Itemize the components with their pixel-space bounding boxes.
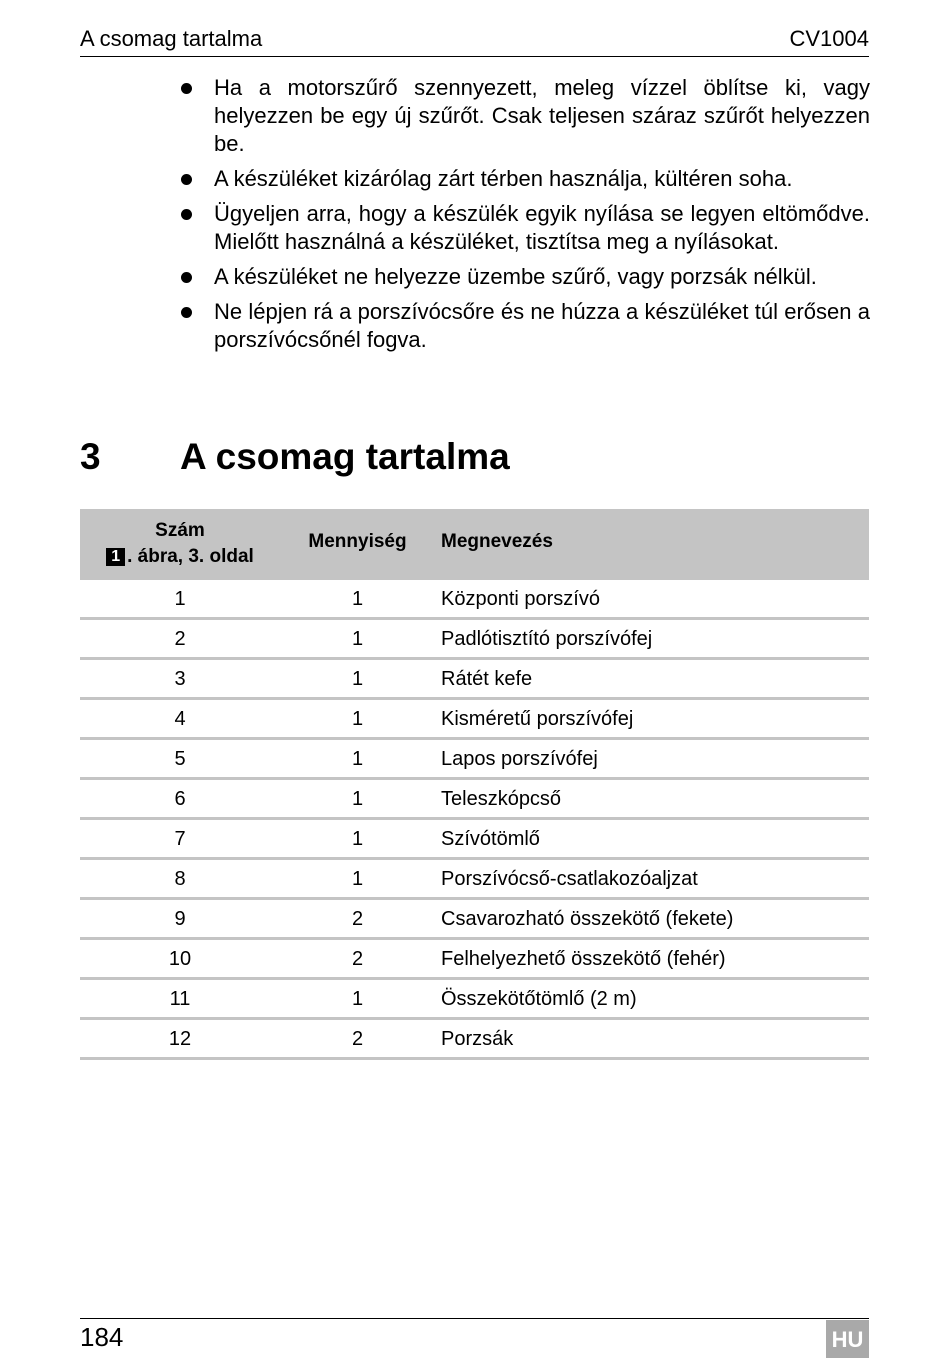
row-quantity: 1 (351, 868, 364, 890)
row-quantity: 1 (351, 788, 364, 810)
header-quantity: Mennyiség (308, 531, 407, 552)
row-quantity: 2 (351, 908, 364, 930)
bullet-dot-icon (181, 209, 192, 220)
table-row (80, 660, 869, 700)
header-figure-reference (80, 544, 280, 570)
row-number: 5 (174, 748, 186, 770)
table-row (80, 580, 869, 620)
bullet-text: Ha a motorszűrő szennyezett, meleg vízzel öblítse ki, vagy helyezzen be egy új szűrőt. Csak teljesen száraz szűrőt helyezzen be. (214, 75, 870, 156)
row-name: Központi porszívó (441, 588, 600, 610)
table-row (80, 700, 869, 740)
bullet-dot-icon (181, 83, 192, 94)
bullet-item (180, 200, 870, 256)
row-quantity: 1 (351, 988, 364, 1010)
bullet-text: A készüléket ne helyezze üzembe szűrő, vagy porzsák nélkül. (214, 264, 817, 289)
bullet-text: Ügyeljen arra, hogy a készülék egyik nyílása se legyen eltömődve. Mielőtt használná a készüléket, tisztítsa meg a nyílásokat. (214, 201, 870, 254)
table-row (80, 940, 869, 980)
bullet-item (180, 165, 870, 193)
row-quantity: 1 (351, 708, 364, 730)
row-name: Szívótömlő (441, 828, 540, 850)
bullet-dot-icon (181, 272, 192, 283)
row-name: Porszívócső-csatlakozóaljzat (441, 868, 698, 890)
row-quantity: 1 (351, 628, 364, 650)
header-name: Megnevezés (441, 531, 553, 552)
bullet-text: Ne lépjen rá a porszívócsőre és ne húzza a készüléket túl erősen a porszívócsőnél fogva. (214, 299, 870, 352)
header-number-column (80, 518, 280, 570)
row-quantity: 1 (351, 828, 364, 850)
row-quantity: 1 (351, 668, 364, 690)
row-name: Porzsák (441, 1028, 514, 1050)
row-name: Lapos porszívófej (441, 748, 598, 770)
row-number: 2 (174, 628, 186, 650)
figure-reference-text: . ábra, 3. oldal (127, 546, 254, 567)
header-model-code: CV1004 (789, 26, 869, 51)
bullet-dot-icon (181, 307, 192, 318)
table-row (80, 1020, 869, 1060)
bullet-item (180, 263, 870, 291)
figure-number-badge: 1 (106, 548, 125, 566)
header-section-title: A csomag tartalma (80, 26, 263, 51)
bullet-item (180, 74, 870, 158)
table-row (80, 860, 869, 900)
row-quantity: 1 (351, 748, 364, 770)
row-number: 6 (174, 788, 186, 810)
row-name: Padlótisztító porszívófej (441, 628, 653, 650)
bullet-item (180, 298, 870, 354)
row-name: Rátét kefe (441, 668, 533, 690)
page-header (80, 24, 869, 57)
section-heading (80, 436, 510, 478)
safety-bullet-list (180, 74, 870, 361)
table-header (80, 509, 869, 580)
footer-divider (80, 1318, 869, 1319)
row-number: 10 (168, 948, 192, 970)
table-row (80, 820, 869, 860)
row-number: 1 (174, 588, 186, 610)
page-number: 184 (80, 1322, 124, 1352)
row-number: 4 (174, 708, 186, 730)
language-badge: HU (826, 1320, 869, 1358)
row-number: 8 (174, 868, 186, 890)
row-name: Összekötőtömlő (2 m) (441, 988, 637, 1010)
table-row (80, 740, 869, 780)
header-number-label: Szám (155, 520, 205, 541)
row-number: 11 (169, 988, 191, 1010)
table-row (80, 980, 869, 1020)
row-name: Felhelyezhető összekötő (fehér) (441, 948, 726, 970)
row-number: 3 (174, 668, 186, 690)
row-quantity: 2 (351, 1028, 364, 1050)
row-quantity: 2 (351, 948, 364, 970)
bullet-dot-icon (181, 174, 192, 185)
row-name: Kisméretű porszívófej (441, 708, 634, 730)
row-name: Teleszkópcső (441, 788, 562, 810)
table-row (80, 780, 869, 820)
section-number: 3 (80, 436, 101, 477)
bullet-text: A készüléket kizárólag zárt térben használja, kültéren soha. (214, 166, 793, 191)
row-number: 12 (168, 1028, 192, 1050)
package-contents-table (80, 509, 869, 1060)
table-row (80, 620, 869, 660)
row-name: Csavarozható összekötő (fekete) (441, 908, 734, 930)
table-row (80, 900, 869, 940)
row-number: 9 (174, 908, 186, 930)
row-number: 7 (174, 828, 186, 850)
section-title: A csomag tartalma (180, 436, 510, 477)
row-quantity: 1 (351, 588, 364, 610)
